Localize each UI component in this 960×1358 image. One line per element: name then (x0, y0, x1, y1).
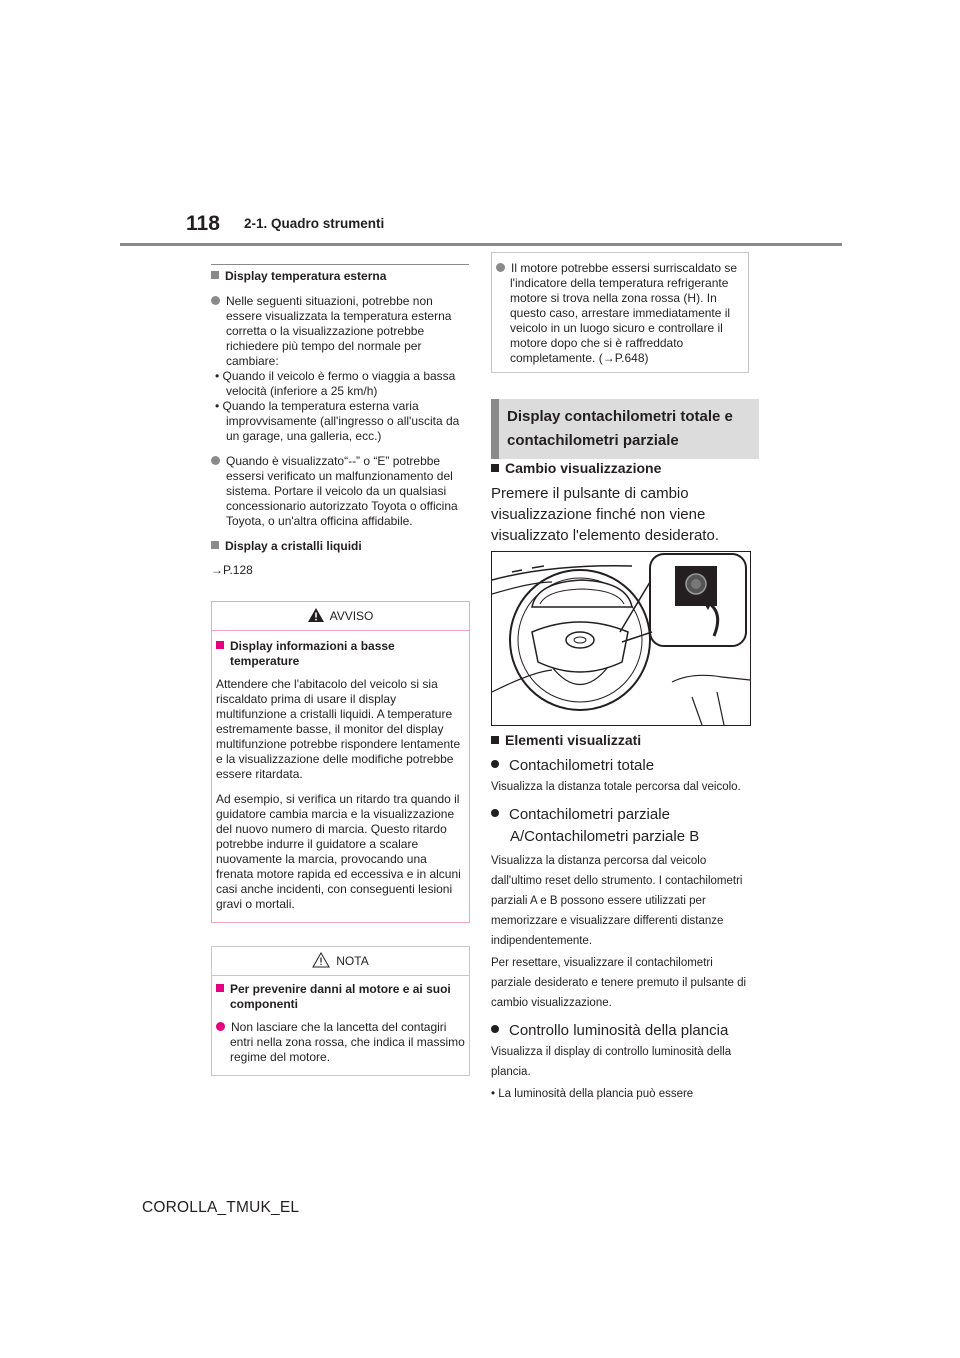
round-bullet-icon (216, 1022, 225, 1031)
overheat-box (491, 252, 749, 373)
odometer-section-title: Display contachilometri totale e contachilometri parziale (491, 399, 759, 459)
trip-title: Contachilometri parziale A/Contachilometri parziale B (491, 804, 751, 848)
ext-temp-sub2: • Quando la temperatura esterna varia improvvisamente (all'ingresso o all'uscita da un garage, una galleria, ecc.) (215, 399, 460, 443)
section-title: 2-1. Quadro strumenti (244, 216, 385, 231)
lcd-ref-link[interactable]: →P.128 (211, 563, 253, 577)
notice-box (211, 946, 470, 1076)
ext-temp-dashes: Quando è visualizzato“--” o “E” potrebbe essersi verificato un malfunzionamento del sistema. Portare il veicolo da un qualsiasi concessionario autorizzato Toyota o officina Toyota, o un'altra officina affidabile. (211, 454, 469, 529)
square-bullet-icon (211, 271, 219, 279)
warning-box-header: AVVISO (212, 602, 469, 631)
round-bullet-icon (496, 263, 505, 272)
switch-heading: Cambio visualizzazione (491, 458, 751, 479)
page-number: 118 (186, 212, 220, 235)
items-heading: Elementi visualizzati (491, 730, 751, 751)
ext-temp-heading: Display temperatura esterna (211, 269, 469, 284)
notice-box-header: NOTA (212, 947, 469, 976)
dim-sub: • La luminosità della plancia può essere (491, 1088, 694, 1100)
warning-heading: Display informazioni a basse temperature (216, 639, 465, 669)
trip-text1: Visualizza la distanza percorsa dal veicolo dall'ultimo reset dello strumento. I contachilometri parziali A e B possono essere utilizzati per memorizzare e visualizzare differenti distanze indipendentemente. (491, 855, 743, 947)
header-rule (120, 243, 842, 246)
round-bullet-icon (211, 296, 220, 305)
warning-triangle-icon (308, 608, 324, 622)
round-bullet-icon (211, 456, 220, 465)
dim-title: Controllo luminosità della plancia (491, 1020, 751, 1041)
notice-heading: Per prevenire danni al motore e ai suoi componenti (216, 982, 465, 1012)
odo-title: Contachilometri totale (491, 755, 751, 776)
items-section (491, 730, 751, 1104)
switch-section (491, 458, 751, 546)
round-bullet-icon (491, 809, 499, 817)
ext-temp-intro: Nelle seguenti situazioni, potrebbe non essere visualizzata la temperatura esterna corretta o la visualizzazione potrebbe richiedere più tempo del normale per cambiare: (211, 294, 469, 369)
ext-temp-section (211, 264, 469, 578)
odo-text: Visualizza la distanza totale percorsa dal veicolo. (491, 781, 741, 793)
warning-para1: Attendere che l'abitacolo del veicolo si sia riscaldato prima di usare il display multifunzione a cristalli liquidi. A temperature estremamente basse, il monitor del display multifunzione potrebbe rispondere lentamente e la visualizzazione delle modifiche potrebbe essere ritardata. (216, 677, 461, 781)
footer-code: COROLLA_TMUK_EL (142, 1199, 300, 1216)
notice-item: Non lasciare che la lancetta del contagiri entri nella zona rossa, che indica il massimo regime del motore. (216, 1020, 465, 1065)
square-bullet-icon (211, 541, 219, 549)
warning-box (211, 601, 470, 923)
warning-para2: Ad esempio, si verifica un ritardo tra quando il guidatore cambia marcia e la visualizzazione del nuovo numero di marcia. Questo ritardo potrebbe indurre il guidatore a scalare nuovamente la marcia, provocando una frenata motore rapida ed eccessiva e in alcuni casi anche incidenti, con conseguenti lesioni gravi o mortali. (216, 792, 461, 911)
round-bullet-icon (491, 760, 499, 768)
switch-text: Premere il pulsante di cambio visualizzazione finché non viene visualizzato l'elemento desiderato. (491, 485, 719, 544)
square-bullet-icon (491, 464, 499, 472)
dim-text: Visualizza il display di controllo luminosità della plancia. (491, 1046, 732, 1078)
trip-text2: Per resettare, visualizzare il contachilometri parziale desiderato e tenere premuto il pulsante di cambio visualizzazione. (491, 957, 747, 1009)
steering-wheel-icon (492, 552, 750, 725)
ext-temp-sub1: • Quando il veicolo è fermo o viaggia a bassa velocità (inferiore a 25 km/h) (215, 369, 456, 398)
square-bullet-icon (216, 641, 224, 649)
overheat-text: Il motore potrebbe essersi surriscaldato se l'indicatore della temperatura refrigerante motore si trova nella zona rossa (H). In questo caso, arrestare immediatamente il veicolo in un luogo sicuro e controllare il motore dopo che si è raffreddato completamente. (→P.648) (496, 261, 744, 366)
caution-triangle-icon (312, 952, 330, 968)
round-bullet-icon (491, 1025, 499, 1033)
square-bullet-icon (491, 736, 499, 744)
steering-wheel-illustration (491, 551, 751, 726)
square-bullet-icon (216, 984, 224, 992)
lcd-heading: Display a cristalli liquidi (211, 539, 469, 554)
